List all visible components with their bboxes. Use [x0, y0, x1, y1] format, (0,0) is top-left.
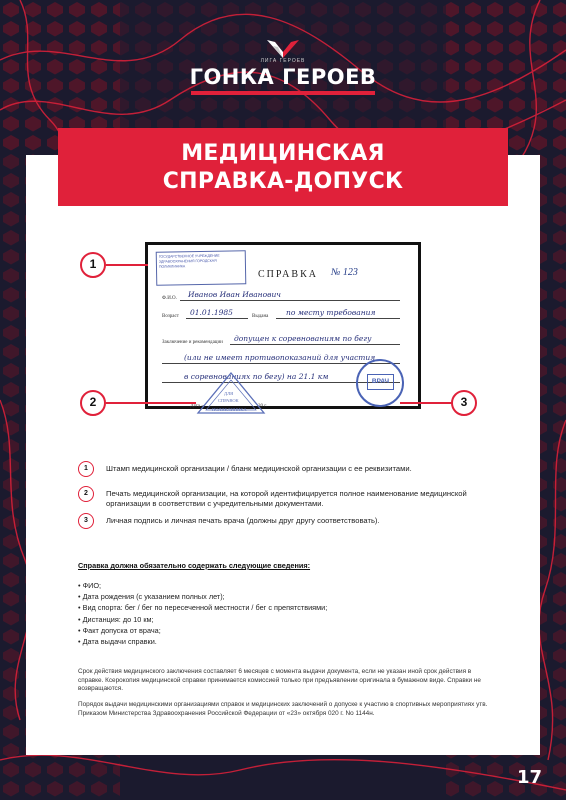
requirement-item: • Вид спорта: бег / бег по пересеченной местности / бег с препятствиями; [78, 603, 328, 613]
triangle-stamp [196, 371, 266, 415]
legend-item-1 [78, 461, 498, 479]
conclusion-text-1: допущен к соревнованиям по бегу [234, 334, 372, 343]
validity-note: Срок действия медицинского заключения составляет 6 месяцев с момента выдачи документа, если не указан иной срок действия в справке. Ксерокопия медицинской справки принимается комиссией только при предъявлении оригинала в бумажном виде. Справки не возвращаются. [78, 668, 481, 693]
legend-text-2: Печать медицинской организации, на которой идентифицируется полное наименование медицинской организации в соответствии с учредительными документами. [106, 489, 467, 508]
page-number: 17 [516, 767, 542, 788]
legend-text-1: Штамп медицинской организации / бланк медицинской организации с ее реквизитами. [106, 464, 412, 473]
triangle-stamp-bottom: ПОЛИКЛИНИКА [212, 407, 247, 412]
date-label: Дата « [190, 404, 204, 409]
date-year: 20 г. [258, 404, 267, 409]
fio-label: Ф.И.О. [162, 296, 177, 301]
conclusion-label: Заключение и рекомендации [162, 340, 223, 345]
sample-certificate [145, 242, 421, 412]
wings-icon [263, 38, 303, 60]
triangle-stamp-top: ДЛЯ [224, 391, 234, 396]
certificate-number: № 123 [331, 267, 358, 278]
requirement-item: • Дата выдачи справки. [78, 637, 157, 647]
birth-value: 01.01.1985 [190, 308, 233, 317]
conclusion-text-2: (или не имеет противопоказаний для участия [184, 353, 376, 362]
organization-stamp: ГОСУДАРСТВЕННОЕ УЧРЕЖДЕНИЕ ЗДРАВООХРАНЕНИЯ ГОРОДСКАЯ ПОЛИКЛИНИКА [156, 250, 247, 286]
fio-value: Иванов Иван Иванович [188, 290, 281, 299]
legend-number-2: 2 [78, 486, 94, 502]
legend-item-2 [78, 486, 498, 512]
callout-1: 1 [80, 252, 106, 278]
brand-caption: ЛИГА ГЕРОЕВ [260, 58, 306, 64]
callout-1-arrow [106, 264, 148, 266]
callout-3-arrow [400, 402, 452, 404]
order-note: Порядок выдачи медицинскими организациями справок и медицинских заключений о допуске к участию в спортивных мероприятиях утв. Приказом Министерства Здравоохранения Российской Федерации от «23» октября 020 г. No 1144н. [78, 701, 488, 717]
callout-2-arrow [106, 402, 196, 404]
callout-3: 3 [451, 390, 477, 416]
requirement-item: • Дата рождения (с указанием полных лет); [78, 592, 225, 602]
age-line [186, 318, 248, 319]
fio-line [180, 300, 400, 301]
requirements-heading: Справка должна обязательно содержать следующие сведения: [78, 561, 311, 570]
age-label: Возраст [162, 314, 179, 319]
issued-label: Выдана [252, 314, 269, 319]
conclusion-line-1 [230, 344, 400, 345]
page-title-line2: СПРАВКА-ДОПУСК [162, 169, 404, 194]
issued-value: по месту требования [286, 308, 376, 317]
requirement-item: • Дистанция: до 10 км; [78, 614, 154, 624]
requirements-list [78, 580, 327, 647]
triangle-stamp-mid: СПРАВОК [218, 398, 239, 403]
legend-number-3: 3 [78, 513, 94, 529]
legend-number-1: 1 [78, 461, 94, 477]
doctor-stamp-label: ВРАЧ [367, 374, 394, 390]
brand-underline [191, 91, 375, 95]
legend-item-3 [78, 513, 498, 531]
issued-line [276, 318, 400, 319]
brand-title: ГОНКА ГЕРОЕВ [189, 65, 377, 89]
page-title-line1: МЕДИЦИНСКАЯ [181, 141, 385, 166]
brand-logo [0, 38, 566, 95]
requirement-item: • ФИО; [78, 581, 102, 590]
page-title-banner [58, 128, 508, 206]
requirement-item: • Факт допуска от врача; [78, 625, 161, 635]
conclusion-text-3: в соревнованиях по бегу) на 21.1 км [184, 372, 329, 381]
legend-text-3: Личная подпись и личная печать врача (должны друг другу соответствовать). [106, 516, 380, 525]
doctor-round-stamp [356, 359, 404, 407]
certificate-title: СПРАВКА [258, 269, 318, 280]
callout-2: 2 [80, 390, 106, 416]
